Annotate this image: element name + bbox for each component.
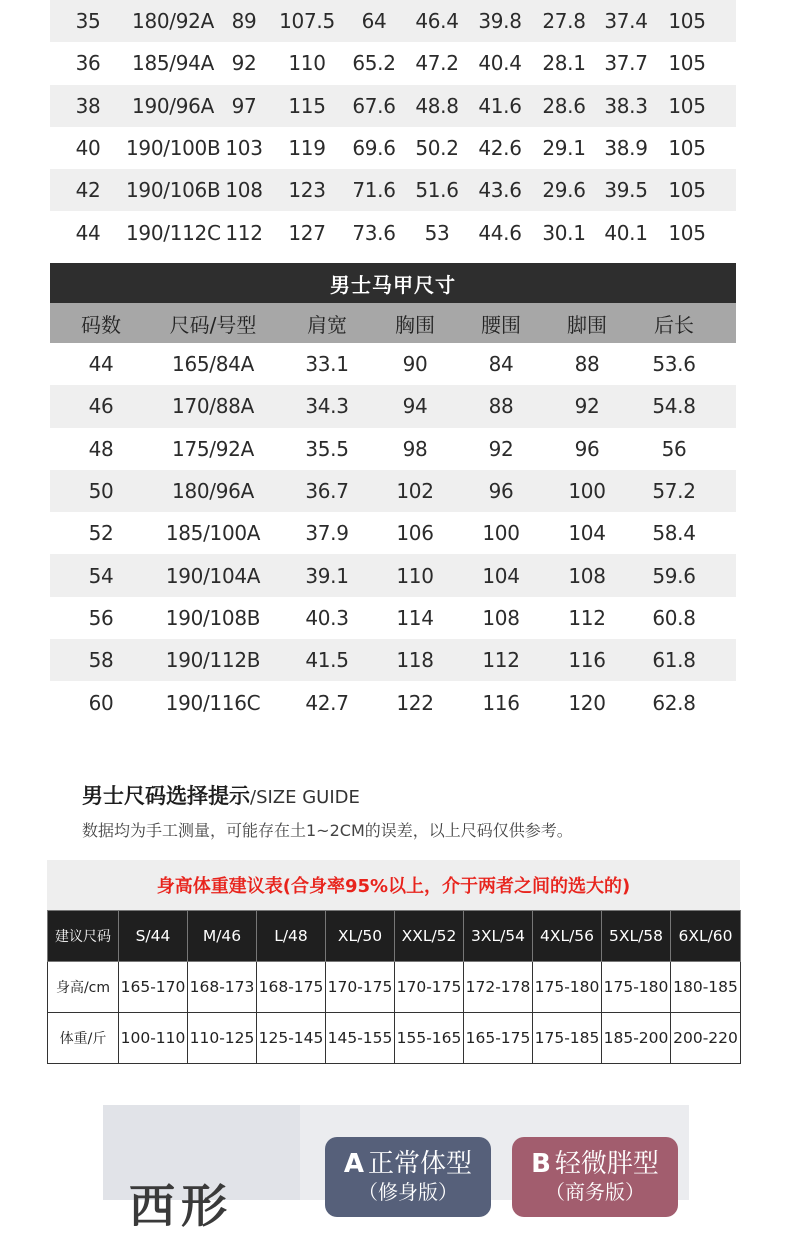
table-cell: 48 [88,436,114,461]
table-cell: 67.6 [352,93,396,118]
table-cell: 180/92A [132,9,214,34]
table-cell: 73.6 [352,220,396,245]
table-cell: 88 [574,352,600,377]
table-cell: 116 [482,690,520,715]
table-cell: 42 [75,178,101,203]
table-cell: 105 [668,178,706,203]
table-row [48,962,741,1013]
table-cell: XL/50 [326,911,395,962]
table-cell: 112 [482,648,520,673]
table-cell: 165/84A [172,352,254,377]
table-cell: 108 [482,605,520,630]
table-cell: 180/96A [172,479,254,504]
type-a-letter: A [343,1149,365,1179]
table-cell: 170-175 [395,962,464,1013]
table-cell: 168-173 [188,962,257,1013]
table-cell: 190/104A [165,563,261,588]
table-cell: 50 [88,479,114,504]
table-cell: 28.1 [542,51,586,76]
table-cell: 102 [396,479,434,504]
table-cell: 96 [488,479,514,504]
table-cell: 122 [396,690,434,715]
table-cell: 106 [396,521,434,546]
table-cell: 37.7 [604,51,648,76]
table-cell: 119 [288,136,326,161]
table-cell: 56 [88,605,114,630]
table-cell: 155-165 [395,1013,464,1064]
table-cell: 6XL/60 [671,911,741,962]
table-cell: 35.5 [305,436,349,461]
banner-big-text: 西形 [129,1179,233,1233]
table-cell: 88 [488,394,514,419]
table-cell: 190/112C [126,220,221,245]
table-cell: 175-185 [533,1013,602,1064]
table-cell: 107.5 [279,9,335,34]
table-cell: 42.6 [478,136,522,161]
table-cell: 116 [568,648,606,673]
table-cell: 50.2 [415,136,459,161]
table-cell: 190/108B [165,605,261,630]
table-cell: 39.8 [478,9,522,34]
body-type-b-badge [512,1137,678,1217]
table-cell: 4XL/56 [533,911,602,962]
type-b-letter: B [531,1149,551,1179]
table-cell: 56 [661,436,687,461]
table-cell: 39.5 [604,178,648,203]
table-cell: 200-220 [671,1013,741,1064]
table-cell: 58.4 [652,521,696,546]
size-guide-note: 数据均为手工测量，可能存在土1~2CM的误差，以上尺码仅供参考。 [82,821,573,840]
table-cell: 105 [668,136,706,161]
table-cell: 47.2 [415,51,459,76]
table-cell: 185/94A [132,51,214,76]
table-cell: 40.3 [305,605,349,630]
table-cell: 52 [88,521,114,546]
table-cell: 110 [288,51,326,76]
table-cell: 108 [225,178,263,203]
table-cell: 42.7 [305,690,349,715]
table-cell: XXL/52 [395,911,464,962]
table-cell: 46 [88,394,114,419]
table-cell: 97 [231,93,257,118]
recommend-table-title: 身高体重建议表(合身率95%以上，介于两者之间的选大的) [47,860,740,910]
table-cell: 100 [568,479,606,504]
table-cell: 170-175 [326,962,395,1013]
table-cell: 110-125 [188,1013,257,1064]
table-cell: 53.6 [652,352,696,377]
table-cell: 28.6 [542,93,586,118]
table-row [50,0,736,42]
table-cell: 48.8 [415,93,459,118]
vest-size-table [50,263,736,724]
table-cell: 89 [231,9,257,34]
table-cell: 37.4 [604,9,648,34]
table-cell: 44 [88,352,114,377]
banner-left-panel [103,1105,300,1233]
table-cell: 123 [288,178,326,203]
table-cell: 5XL/58 [602,911,671,962]
table-cell: S/44 [119,911,188,962]
table-cell: 38 [75,93,101,118]
table-row [50,597,736,639]
table-row [50,428,736,470]
table-cell: 105 [668,220,706,245]
table-cell: 110 [396,563,434,588]
table-cell: 51.6 [415,178,459,203]
table-cell: 94 [402,394,428,419]
table-cell: 41.6 [478,93,522,118]
table-cell: 112 [225,220,263,245]
table-cell: 170/88A [172,394,254,419]
size-guide-title-en: /SIZE GUIDE [250,787,360,808]
table-cell: 39.1 [305,563,349,588]
table-cell: 59.6 [652,563,696,588]
table-cell: 108 [568,563,606,588]
table-cell: 100 [482,521,520,546]
table-cell: 34.3 [305,394,349,419]
table-cell: 180-185 [671,962,741,1013]
table-cell: 27.8 [542,9,586,34]
table-cell: 71.6 [352,178,396,203]
table-cell: 38.3 [604,93,648,118]
table-cell: 体重/斤 [48,1013,119,1064]
table-cell: 40.4 [478,51,522,76]
table-row [48,1013,741,1064]
vest-header-cell: 后长 [654,312,694,337]
table-cell: 100-110 [119,1013,188,1064]
table-cell: 120 [568,690,606,715]
table-cell: 身高/cm [48,962,119,1013]
table-cell: 41.5 [305,648,349,673]
table-cell: M/46 [188,911,257,962]
table-cell: 84 [488,352,514,377]
table-cell: 118 [396,648,434,673]
body-type-banner [103,1105,689,1233]
table-cell: 38.9 [604,136,648,161]
table-cell: 建议尺码 [48,911,119,962]
table-cell: 145-155 [326,1013,395,1064]
table-row [50,470,736,512]
table-cell: 3XL/54 [464,911,533,962]
table-cell: 65.2 [352,51,396,76]
table-cell: 37.9 [305,521,349,546]
table-cell: 46.4 [415,9,459,34]
table-row [50,343,736,385]
table-cell: 190/100B [126,136,221,161]
table-cell: 53 [424,220,450,245]
vest-header-cell: 码数 [81,312,121,337]
table-cell: 98 [402,436,428,461]
table-cell: 43.6 [478,178,522,203]
table-cell: 90 [402,352,428,377]
table-cell: 29.1 [542,136,586,161]
table-cell: L/48 [257,911,326,962]
table-cell: 35 [75,9,101,34]
table-cell: 62.8 [652,690,696,715]
vest-header-cell: 肩宽 [307,312,347,337]
table-cell: 60 [88,690,114,715]
table-cell: 127 [288,220,326,245]
recommend-header-row [48,911,741,962]
table-cell: 54.8 [652,394,696,419]
table-cell: 58 [88,648,114,673]
table-cell: 64 [361,9,387,34]
table-row [50,385,736,427]
type-b-sub: （商务版） [545,1180,645,1204]
table-cell: 92 [231,51,257,76]
table-cell: 60.8 [652,605,696,630]
table-cell: 61.8 [652,648,696,673]
body-type-a-badge [325,1137,491,1217]
table-cell: 105 [668,93,706,118]
table-cell: 40 [75,136,101,161]
table-row [50,512,736,554]
table-cell: 175-180 [602,962,671,1013]
suit-size-table [50,0,736,254]
table-cell: 54 [88,563,114,588]
table-cell: 105 [668,9,706,34]
size-guide-title [82,780,360,810]
table-cell: 29.6 [542,178,586,203]
table-row [50,42,736,84]
table-row [50,169,736,211]
table-cell: 36 [75,51,101,76]
type-a-sub: （修身版） [358,1180,458,1204]
table-cell: 103 [225,136,263,161]
table-row [50,681,736,723]
table-cell: 105 [668,51,706,76]
table-cell: 175-180 [533,962,602,1013]
table-row [50,639,736,681]
table-cell: 112 [568,605,606,630]
table-cell: 190/106B [126,178,221,203]
type-b-label: 轻微胖型 [554,1149,659,1179]
vest-header-cell: 尺码/号型 [169,312,257,337]
table-cell: 57.2 [652,479,696,504]
table-cell: 104 [568,521,606,546]
table-cell: 44.6 [478,220,522,245]
table-cell: 168-175 [257,962,326,1013]
table-cell: 40.1 [604,220,648,245]
size-guide-title-cn: 男士尺码选择提示 [82,784,250,808]
vest-table-title: 男士马甲尺寸 [50,263,736,303]
vest-table-body [50,343,736,724]
table-row [50,127,736,169]
vest-header-cell: 脚围 [567,312,607,337]
table-cell: 36.7 [305,479,349,504]
vest-table-header [50,303,736,343]
table-cell: 185-200 [602,1013,671,1064]
table-cell: 104 [482,563,520,588]
vest-header-cell: 胸围 [395,312,435,337]
table-cell: 175/92A [172,436,254,461]
table-cell: 172-178 [464,962,533,1013]
table-row [50,85,736,127]
table-cell: 92 [574,394,600,419]
table-cell: 190/116C [165,690,261,715]
table-cell: 92 [488,436,514,461]
table-cell: 165-175 [464,1013,533,1064]
table-row [50,554,736,596]
table-cell: 125-145 [257,1013,326,1064]
table-cell: 190/112B [165,648,261,673]
vest-header-cell: 腰围 [481,312,521,337]
table-cell: 44 [75,220,101,245]
table-cell: 33.1 [305,352,349,377]
table-cell: 30.1 [542,220,586,245]
table-cell: 190/96A [132,93,214,118]
table-cell: 115 [288,93,326,118]
table-cell: 96 [574,436,600,461]
table-cell: 69.6 [352,136,396,161]
type-a-label: 正常体型 [368,1149,473,1179]
table-cell: 114 [396,605,434,630]
table-cell: 165-170 [119,962,188,1013]
recommend-table [47,910,741,1064]
table-cell: 185/100A [165,521,261,546]
table-row [50,211,736,253]
